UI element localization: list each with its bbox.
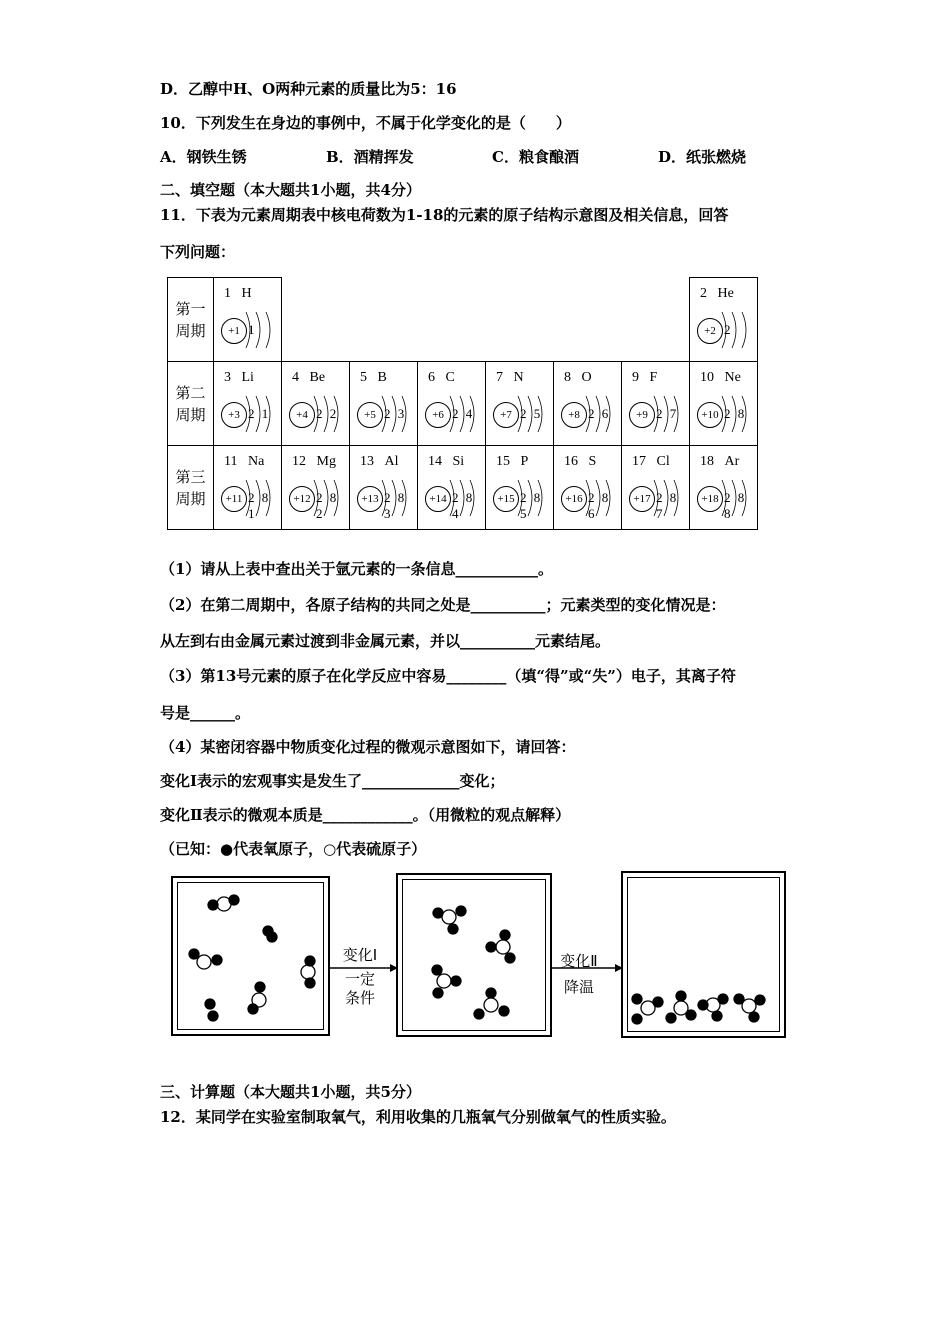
element-cell (282, 362, 350, 446)
electron-shells: 2 8 5 (520, 490, 543, 521)
element-cell (622, 362, 690, 446)
atomic-number: 8 (564, 370, 571, 385)
electron-shells: 2 8 (724, 406, 747, 421)
element-symbol: Be (309, 370, 326, 385)
element-symbol: Mg (316, 454, 336, 469)
atomic-number: 1 (224, 286, 231, 301)
electron-shells: 2 3 (384, 406, 407, 421)
atomic-number: 6 (428, 370, 435, 385)
sub-question-2: （2）在第二周期中，各原子结构的共同之处是__________；元素类型的变化情况是： (160, 596, 726, 614)
sub-question-4b: 变化Ⅱ表示的微观本质是____________。（用微粒的观点解释） (160, 806, 571, 824)
nucleus-charge: +7 (493, 402, 519, 428)
element-number-symbol (224, 370, 254, 386)
element-number-symbol (496, 370, 524, 386)
section-3-heading: 三、计算题（本大题共1小题，共5分） (160, 1083, 421, 1101)
atomic-number: 11 (224, 454, 238, 469)
element-cell (554, 446, 622, 530)
element-cell (418, 362, 486, 446)
electron-shells: 2 8 2 (316, 490, 339, 521)
nucleus-charge: +15 (493, 486, 519, 512)
period-2-label: 第二周期 (168, 362, 214, 446)
atomic-number: 13 (360, 454, 374, 469)
element-number-symbol (700, 454, 739, 470)
atomic-number: 12 (292, 454, 306, 469)
element-symbol: Na (247, 454, 265, 469)
sub-question-4a: 变化Ⅰ表示的宏观事实是发生了_____________变化； (160, 772, 505, 790)
atomic-number: 2 (700, 286, 707, 301)
nucleus-charge: +11 (221, 486, 247, 512)
nucleus-charge: +8 (561, 402, 587, 428)
container-before (171, 876, 330, 1036)
element-symbol: Ar (724, 454, 740, 469)
element-symbol: Al (384, 454, 399, 469)
container-middle (396, 873, 552, 1037)
atomic-number: 3 (224, 370, 231, 385)
option-d: D．纸张燃烧 (658, 148, 747, 166)
nucleus-charge: +2 (697, 318, 723, 344)
option-c: C．粮食酿酒 (492, 148, 579, 166)
element-symbol: O (581, 370, 592, 385)
element-cell (350, 362, 418, 446)
nucleus-charge: +12 (289, 486, 315, 512)
arrow-1-bottom-label: 一定条件 (344, 970, 375, 1007)
nucleus-charge: +5 (357, 402, 383, 428)
electron-shells: 2 1 (248, 406, 271, 421)
sub-question-1: （1）请从上表中查出关于氩元素的一条信息___________。 (160, 560, 553, 578)
atomic-number: 17 (632, 454, 646, 469)
element-cell (690, 362, 758, 446)
nucleus-charge: +14 (425, 486, 451, 512)
element-number-symbol (360, 454, 399, 470)
sub-question-4: （4）某密闭容器中物质变化过程的微观示意图如下，请回答： (160, 738, 576, 756)
arrow-2-top-label: 变化Ⅱ (560, 952, 598, 970)
nucleus-charge: +18 (697, 486, 723, 512)
electron-shells: 2 5 (520, 406, 543, 421)
atomic-number: 7 (496, 370, 503, 385)
element-cell (554, 362, 622, 446)
element-number-symbol (360, 370, 387, 386)
atomic-number: 14 (428, 454, 442, 469)
element-number-symbol (564, 454, 596, 470)
element-cell (214, 446, 282, 530)
element-number-symbol (428, 454, 464, 470)
nucleus-charge: +9 (629, 402, 655, 428)
element-number-symbol (224, 454, 264, 470)
electron-shells: 2 (724, 322, 733, 337)
element-symbol: P (520, 454, 529, 469)
electron-shells: 2 2 (316, 406, 339, 421)
sub-question-3-cont: 号是______。 (160, 704, 251, 722)
element-symbol: C (445, 370, 455, 385)
question-12: 12．某同学在实验室制取氧气，利用收集的几瓶氧气分别做氧气的性质实验。 (160, 1108, 676, 1126)
element-cell (214, 278, 282, 362)
atomic-number: 15 (496, 454, 510, 469)
nucleus-charge: +4 (289, 402, 315, 428)
sub-question-2-cont: 从左到右由金属元素过渡到非金属元素，并以__________元素结尾。 (160, 632, 611, 650)
container-after (621, 871, 786, 1038)
atomic-number: 9 (632, 370, 639, 385)
element-symbol: Li (241, 370, 254, 385)
element-symbol: Ne (724, 370, 741, 385)
element-symbol: He (717, 286, 734, 301)
element-number-symbol (428, 370, 455, 386)
electron-shells: 1 (248, 322, 257, 337)
nucleus-charge: +13 (357, 486, 383, 512)
question-11-cont: 下列问题： (160, 243, 236, 261)
element-number-symbol (292, 370, 325, 386)
nucleus-charge: +6 (425, 402, 451, 428)
element-cell (622, 446, 690, 530)
sub-question-3: （3）第13号元素的原子在化学反应中容易________（填“得”或“失”）电子，其离子符 (160, 667, 736, 685)
sub-question-4-legend: （已知：●代表氧原子，○代表硫原子） (160, 840, 427, 858)
electron-shells: 2 6 (588, 406, 611, 421)
element-cell (350, 446, 418, 530)
element-number-symbol (700, 370, 741, 386)
electron-shells: 2 7 (656, 406, 679, 421)
section-2-heading: 二、填空题（本大题共1小题，共4分） (160, 181, 421, 199)
element-number-symbol (632, 454, 670, 470)
arrow-2-bottom-label: 降温 (563, 978, 594, 996)
element-number-symbol (700, 286, 734, 302)
element-symbol: B (377, 370, 387, 385)
element-cell (214, 362, 282, 446)
nucleus-charge: +1 (221, 318, 247, 344)
nucleus-charge: +16 (561, 486, 587, 512)
element-cell (282, 446, 350, 530)
element-cell (690, 446, 758, 530)
element-number-symbol (564, 370, 592, 386)
element-cell (486, 446, 554, 530)
option-d-prev: D．乙醇中H、O两种元素的质量比为5：16 (160, 80, 457, 98)
electron-shells: 2 8 6 (588, 490, 611, 521)
element-number-symbol (224, 286, 252, 302)
electron-shells: 2 8 1 (248, 490, 271, 521)
period-3-label: 第三周期 (168, 446, 214, 530)
element-number-symbol (632, 370, 657, 386)
atomic-number: 18 (700, 454, 714, 469)
element-cell (486, 362, 554, 446)
question-10: 10．下列发生在身边的事例中，不属于化学变化的是（ ） (160, 114, 571, 132)
electron-shells: 2 8 7 (656, 490, 679, 521)
element-number-symbol (496, 454, 528, 470)
electron-shells: 2 8 8 (724, 490, 747, 521)
element-cell (418, 446, 486, 530)
molecules-after (623, 873, 784, 1036)
element-symbol: Cl (656, 454, 670, 469)
element-symbol: F (649, 370, 658, 385)
arrow-1-top-label: 变化Ⅰ (342, 946, 378, 964)
electron-shells: 2 4 (452, 406, 475, 421)
element-symbol: N (513, 370, 524, 385)
question-11: 11．下表为元素周期表中核电荷数为1-18的元素的原子结构示意图及相关信息，回答 (160, 206, 729, 224)
atomic-number: 5 (360, 370, 367, 385)
atomic-number: 16 (564, 454, 578, 469)
molecules-before (173, 878, 328, 1034)
molecules-middle (398, 875, 550, 1035)
element-number-symbol (292, 454, 336, 470)
element-symbol: Si (452, 454, 465, 469)
period-1-label: 第一周期 (168, 278, 214, 362)
option-a: A．钢铁生锈 (160, 148, 247, 166)
atomic-number: 10 (700, 370, 714, 385)
nucleus-charge: +10 (697, 402, 723, 428)
option-b: B．酒精挥发 (326, 148, 414, 166)
element-symbol: S (588, 454, 597, 469)
electron-shells: 2 8 3 (384, 490, 407, 521)
electron-shells: 2 8 4 (452, 490, 475, 521)
atomic-number: 4 (292, 370, 299, 385)
nucleus-charge: +17 (629, 486, 655, 512)
element-cell (690, 278, 758, 362)
element-symbol: H (241, 286, 252, 301)
nucleus-charge: +3 (221, 402, 247, 428)
periodic-table (167, 277, 758, 530)
